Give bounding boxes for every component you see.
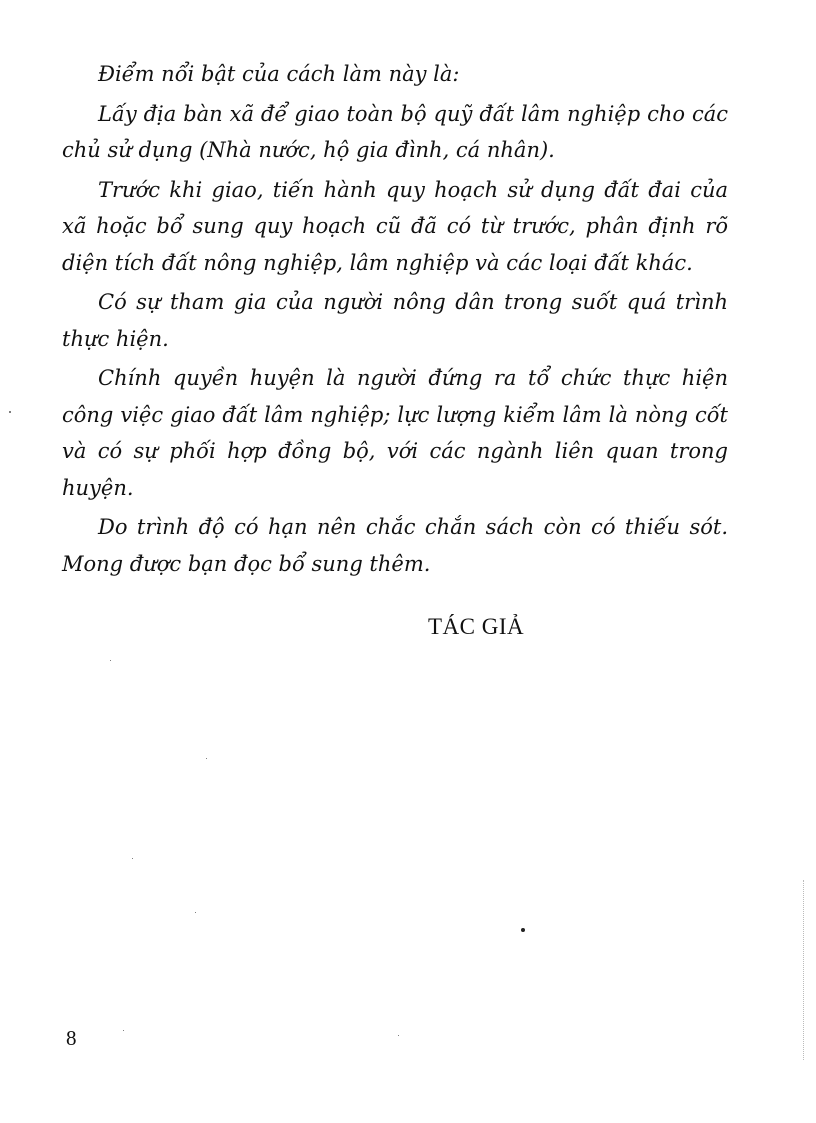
scan-speck <box>9 411 11 413</box>
body-text <box>62 56 728 582</box>
scan-edge-dots <box>803 880 806 1060</box>
scan-speck <box>132 858 133 859</box>
page-number: 8 <box>66 1026 77 1050</box>
paragraph-closing: Do trình độ có hạn nên chắc chắn sách còn có thiếu sót. Mong được bạn đọc bổ sung thêm. <box>62 515 728 576</box>
scan-speck <box>521 928 525 932</box>
paragraph-intro: Điểm nổi bật của cách làm này là: <box>98 62 460 86</box>
scan-speck <box>206 758 207 759</box>
author-signature: TÁC GIẢ <box>428 614 525 639</box>
paragraph-land-allocation: Lấy địa bàn xã để giao toàn bộ quỹ đất lâm nghiệp cho các chủ sử dụng (Nhà nước, hộ gia đình, cá nhân). <box>62 101 728 162</box>
scan-speck <box>123 1030 124 1031</box>
paragraph-farmer-participation: Có sự tham gia của người nông dân trong suốt quá trình thực hiện. <box>62 290 728 351</box>
paragraph-district-authority: Chính quyền huyện là người đứng ra tổ chức thực hiện công việc giao đất lâm nghiệp; lực lượng kiểm lâm là nòng cốt và có sự phối hợp đồng bộ, với các ngành liên quan trong huyện. <box>62 366 728 500</box>
scan-speck <box>110 660 111 661</box>
scan-speck <box>398 1035 399 1036</box>
scan-speck <box>195 912 196 913</box>
paragraph-planning: Trước khi giao, tiến hành quy hoạch sử dụng đất đai của xã hoặc bổ sung quy hoạch cũ đã có từ trước, phân định rõ diện tích đất nông nghiệp, lâm nghiệp và các loại đất khác. <box>62 177 728 275</box>
